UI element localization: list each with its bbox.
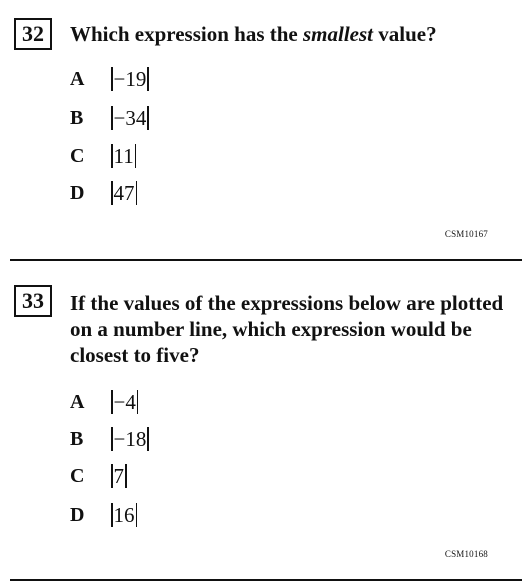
choice-value: 11 [113,144,134,168]
absolute-value-bar [137,390,139,414]
question-number: 32 [14,18,52,50]
question-text [70,21,437,47]
choice-expression [110,501,138,529]
absolute-value-bar [111,390,113,414]
question-text-emphasis: smallest [302,22,373,46]
question-text-line: on a number line, which expression would be [70,317,472,341]
absolute-value-bar [111,144,113,168]
choice-letter: B [70,107,84,129]
choice-letter: B [70,428,84,450]
section-divider [10,579,522,581]
item-code: CSM10168 [444,549,488,559]
choice-expression [110,388,139,416]
choice-letter: D [70,504,85,526]
choice-value: −4 [113,390,136,414]
absolute-value-bar [111,67,113,91]
choice-value: −19 [113,67,147,91]
choice-value: −18 [113,427,147,451]
question-text-line: closest to five? [70,343,200,367]
question-text-line: If the values of the expressions below are plotted [70,291,504,315]
choice-expression [110,462,128,490]
choice-value: −34 [113,106,147,130]
absolute-value-bar [136,181,138,205]
item-code: CSM10167 [444,229,488,239]
choice-expression [110,142,137,170]
absolute-value-bar [135,144,137,168]
absolute-value-bar [111,464,113,488]
absolute-value-bar [136,503,138,527]
choice-value: 16 [113,503,135,527]
absolute-value-bar [111,427,113,451]
choice-letter: D [70,182,85,204]
choice-expression [110,425,150,453]
question-number: 33 [14,285,52,317]
absolute-value-bar [125,464,127,488]
absolute-value-bar [147,106,149,130]
choice-letter: A [70,391,85,413]
absolute-value-bar [111,106,113,130]
absolute-value-bar [147,67,149,91]
choice-value: 47 [113,181,135,205]
section-divider [10,259,522,261]
absolute-value-bar [111,181,113,205]
question-text-part: value? [373,22,437,46]
question-text-part: Which expression has the [70,22,303,46]
choice-value: 7 [113,464,124,488]
choice-letter: A [70,68,85,90]
absolute-value-bar [111,503,113,527]
choice-expression [110,179,138,207]
question-text [70,290,503,368]
choice-expression [110,65,150,93]
absolute-value-bar [147,427,149,451]
choice-letter: C [70,465,85,487]
choice-letter: C [70,145,85,167]
choice-expression [110,104,150,132]
